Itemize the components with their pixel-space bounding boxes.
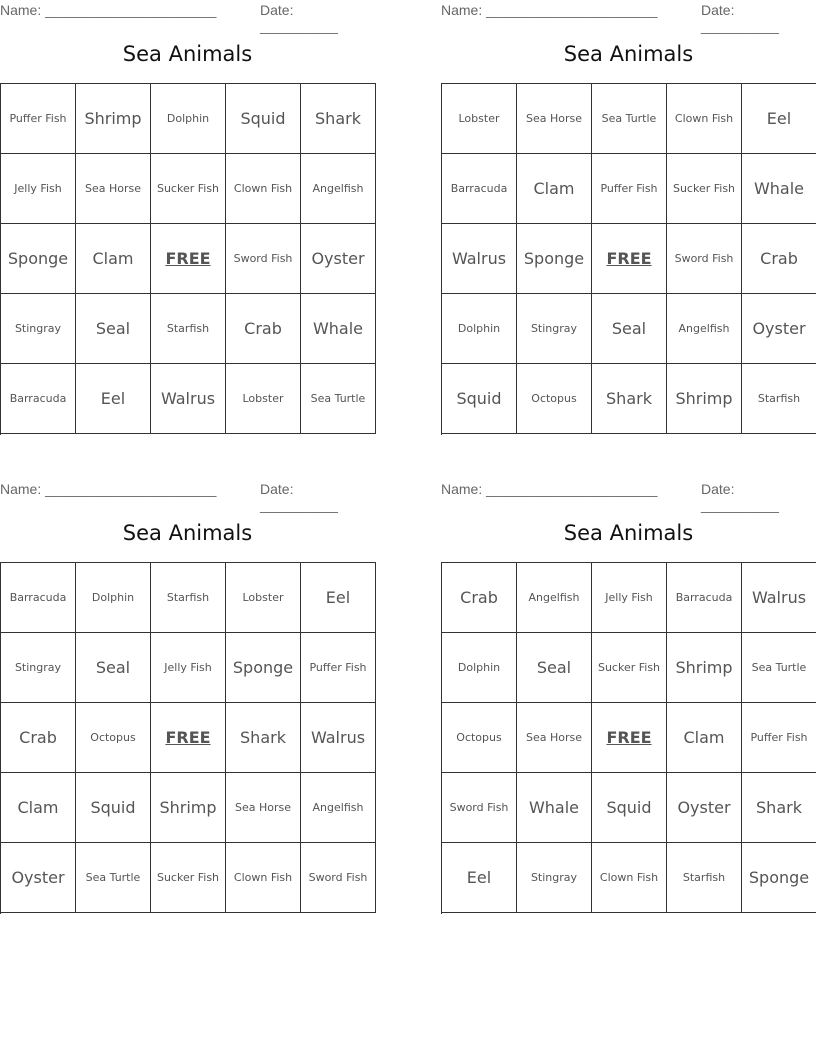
bingo-cell: Puffer Fish [592, 154, 667, 224]
bingo-cell: Stingray [1, 633, 76, 703]
bingo-cell: Barracuda [667, 563, 742, 633]
bingo-cell: Sword Fish [667, 224, 742, 294]
name-field-label: Name: ______________________ [441, 481, 658, 497]
bingo-cell: Walrus [151, 364, 226, 434]
free-space-cell: FREE [592, 703, 667, 773]
card-title: Sea Animals [122, 42, 253, 66]
card-header [441, 479, 816, 513]
bingo-cell: Shrimp [667, 633, 742, 703]
bingo-cell: Angelfish [301, 154, 376, 224]
bingo-cell: Sword Fish [226, 224, 301, 294]
bingo-cell: Oyster [667, 773, 742, 843]
bingo-cell: Crab [226, 294, 301, 364]
bingo-cell: Sea Horse [76, 154, 151, 224]
bingo-card-2 [441, 0, 816, 435]
bingo-cell: Shrimp [76, 84, 151, 154]
free-space-cell: FREE [592, 224, 667, 294]
bingo-card-4 [441, 479, 816, 914]
bingo-grid [441, 83, 816, 435]
bingo-cell: Sucker Fish [151, 154, 226, 224]
bingo-cell: Stingray [1, 294, 76, 364]
card-header [0, 479, 375, 513]
bingo-cell: Lobster [442, 84, 517, 154]
bingo-cell: Starfish [151, 294, 226, 364]
bingo-cell: Shark [226, 703, 301, 773]
bingo-grid [441, 562, 816, 914]
bingo-cell: Angelfish [517, 563, 592, 633]
bingo-cell: Starfish [742, 364, 816, 434]
bingo-cell: Sword Fish [301, 843, 376, 913]
bingo-cell: Lobster [226, 563, 301, 633]
bingo-cell: Sponge [1, 224, 76, 294]
bingo-cell: Sponge [517, 224, 592, 294]
bingo-cell: Squid [592, 773, 667, 843]
bingo-cell: Sea Horse [517, 84, 592, 154]
bingo-cell: Walrus [442, 224, 517, 294]
bingo-cell: Sucker Fish [151, 843, 226, 913]
date-field-label: Date: __________ [701, 481, 779, 513]
bingo-cell: Jelly Fish [1, 154, 76, 224]
bingo-cell: Walrus [301, 703, 376, 773]
bingo-cell: Shrimp [151, 773, 226, 843]
bingo-cell: Sword Fish [442, 773, 517, 843]
bingo-cell: Barracuda [1, 563, 76, 633]
bingo-cell: Clam [1, 773, 76, 843]
bingo-cell: Shark [592, 364, 667, 434]
bingo-cell: Dolphin [442, 294, 517, 364]
bingo-cell: Sea Turtle [742, 633, 816, 703]
bingo-cell: Clam [667, 703, 742, 773]
bingo-cell: Crab [1, 703, 76, 773]
bingo-cell: Clam [76, 224, 151, 294]
bingo-cell: Shark [301, 84, 376, 154]
bingo-cell: Eel [301, 563, 376, 633]
card-title: Sea Animals [563, 42, 694, 66]
name-field-label: Name: ______________________ [441, 2, 658, 18]
bingo-cell: Sponge [226, 633, 301, 703]
bingo-cell: Squid [226, 84, 301, 154]
bingo-grid [0, 83, 376, 435]
bingo-cell: Dolphin [442, 633, 517, 703]
bingo-cell: Barracuda [1, 364, 76, 434]
bingo-cell: Lobster [226, 364, 301, 434]
bingo-cell: Sea Horse [517, 703, 592, 773]
bingo-cell: Shrimp [667, 364, 742, 434]
bingo-cell: Sucker Fish [667, 154, 742, 224]
bingo-cell: Whale [517, 773, 592, 843]
bingo-cell: Oyster [742, 294, 816, 364]
bingo-cell: Puffer Fish [742, 703, 816, 773]
bingo-cell: Jelly Fish [151, 633, 226, 703]
date-field-label: Date: __________ [260, 2, 338, 34]
bingo-card-1 [0, 0, 375, 435]
date-field-label: Date: __________ [260, 481, 338, 513]
card-header [0, 0, 375, 34]
date-field-label: Date: __________ [701, 2, 779, 34]
bingo-cell: Sea Turtle [76, 843, 151, 913]
bingo-cell: Clam [517, 154, 592, 224]
bingo-cell: Puffer Fish [1, 84, 76, 154]
bingo-cell: Oyster [1, 843, 76, 913]
bingo-cell: Sea Turtle [301, 364, 376, 434]
bingo-cell: Stingray [517, 294, 592, 364]
bingo-cell: Octopus [517, 364, 592, 434]
card-title: Sea Animals [563, 521, 694, 545]
bingo-card-3 [0, 479, 375, 914]
bingo-cell: Jelly Fish [592, 563, 667, 633]
bingo-cell: Octopus [442, 703, 517, 773]
bingo-cell: Crab [442, 563, 517, 633]
bingo-cell: Oyster [301, 224, 376, 294]
bingo-cell: Dolphin [76, 563, 151, 633]
bingo-cell: Dolphin [151, 84, 226, 154]
card-header [441, 0, 816, 34]
bingo-cell: Starfish [151, 563, 226, 633]
bingo-cell: Seal [76, 633, 151, 703]
bingo-cell: Whale [301, 294, 376, 364]
card-title: Sea Animals [122, 521, 253, 545]
bingo-cell: Eel [742, 84, 816, 154]
bingo-cell: Clown Fish [592, 843, 667, 913]
bingo-cell: Walrus [742, 563, 816, 633]
bingo-cell: Seal [517, 633, 592, 703]
bingo-cell: Angelfish [301, 773, 376, 843]
bingo-cell: Eel [76, 364, 151, 434]
bingo-cell: Clown Fish [667, 84, 742, 154]
bingo-cell: Octopus [76, 703, 151, 773]
bingo-cell: Squid [76, 773, 151, 843]
bingo-cell: Puffer Fish [301, 633, 376, 703]
bingo-grid [0, 562, 376, 914]
bingo-cell: Stingray [517, 843, 592, 913]
name-field-label: Name: ______________________ [0, 481, 217, 497]
bingo-cell: Clown Fish [226, 843, 301, 913]
bingo-cell: Sponge [742, 843, 816, 913]
bingo-cell: Sucker Fish [592, 633, 667, 703]
bingo-cell: Squid [442, 364, 517, 434]
bingo-cell: Eel [442, 843, 517, 913]
bingo-cell: Angelfish [667, 294, 742, 364]
name-field-label: Name: ______________________ [0, 2, 217, 18]
bingo-cell: Sea Turtle [592, 84, 667, 154]
bingo-cell: Sea Horse [226, 773, 301, 843]
bingo-cell: Whale [742, 154, 816, 224]
bingo-cell: Clown Fish [226, 154, 301, 224]
bingo-cell: Seal [76, 294, 151, 364]
bingo-cell: Shark [742, 773, 816, 843]
bingo-cell: Seal [592, 294, 667, 364]
bingo-cell: Crab [742, 224, 816, 294]
bingo-cell: Barracuda [442, 154, 517, 224]
bingo-cell: Starfish [667, 843, 742, 913]
free-space-cell: FREE [151, 703, 226, 773]
free-space-cell: FREE [151, 224, 226, 294]
